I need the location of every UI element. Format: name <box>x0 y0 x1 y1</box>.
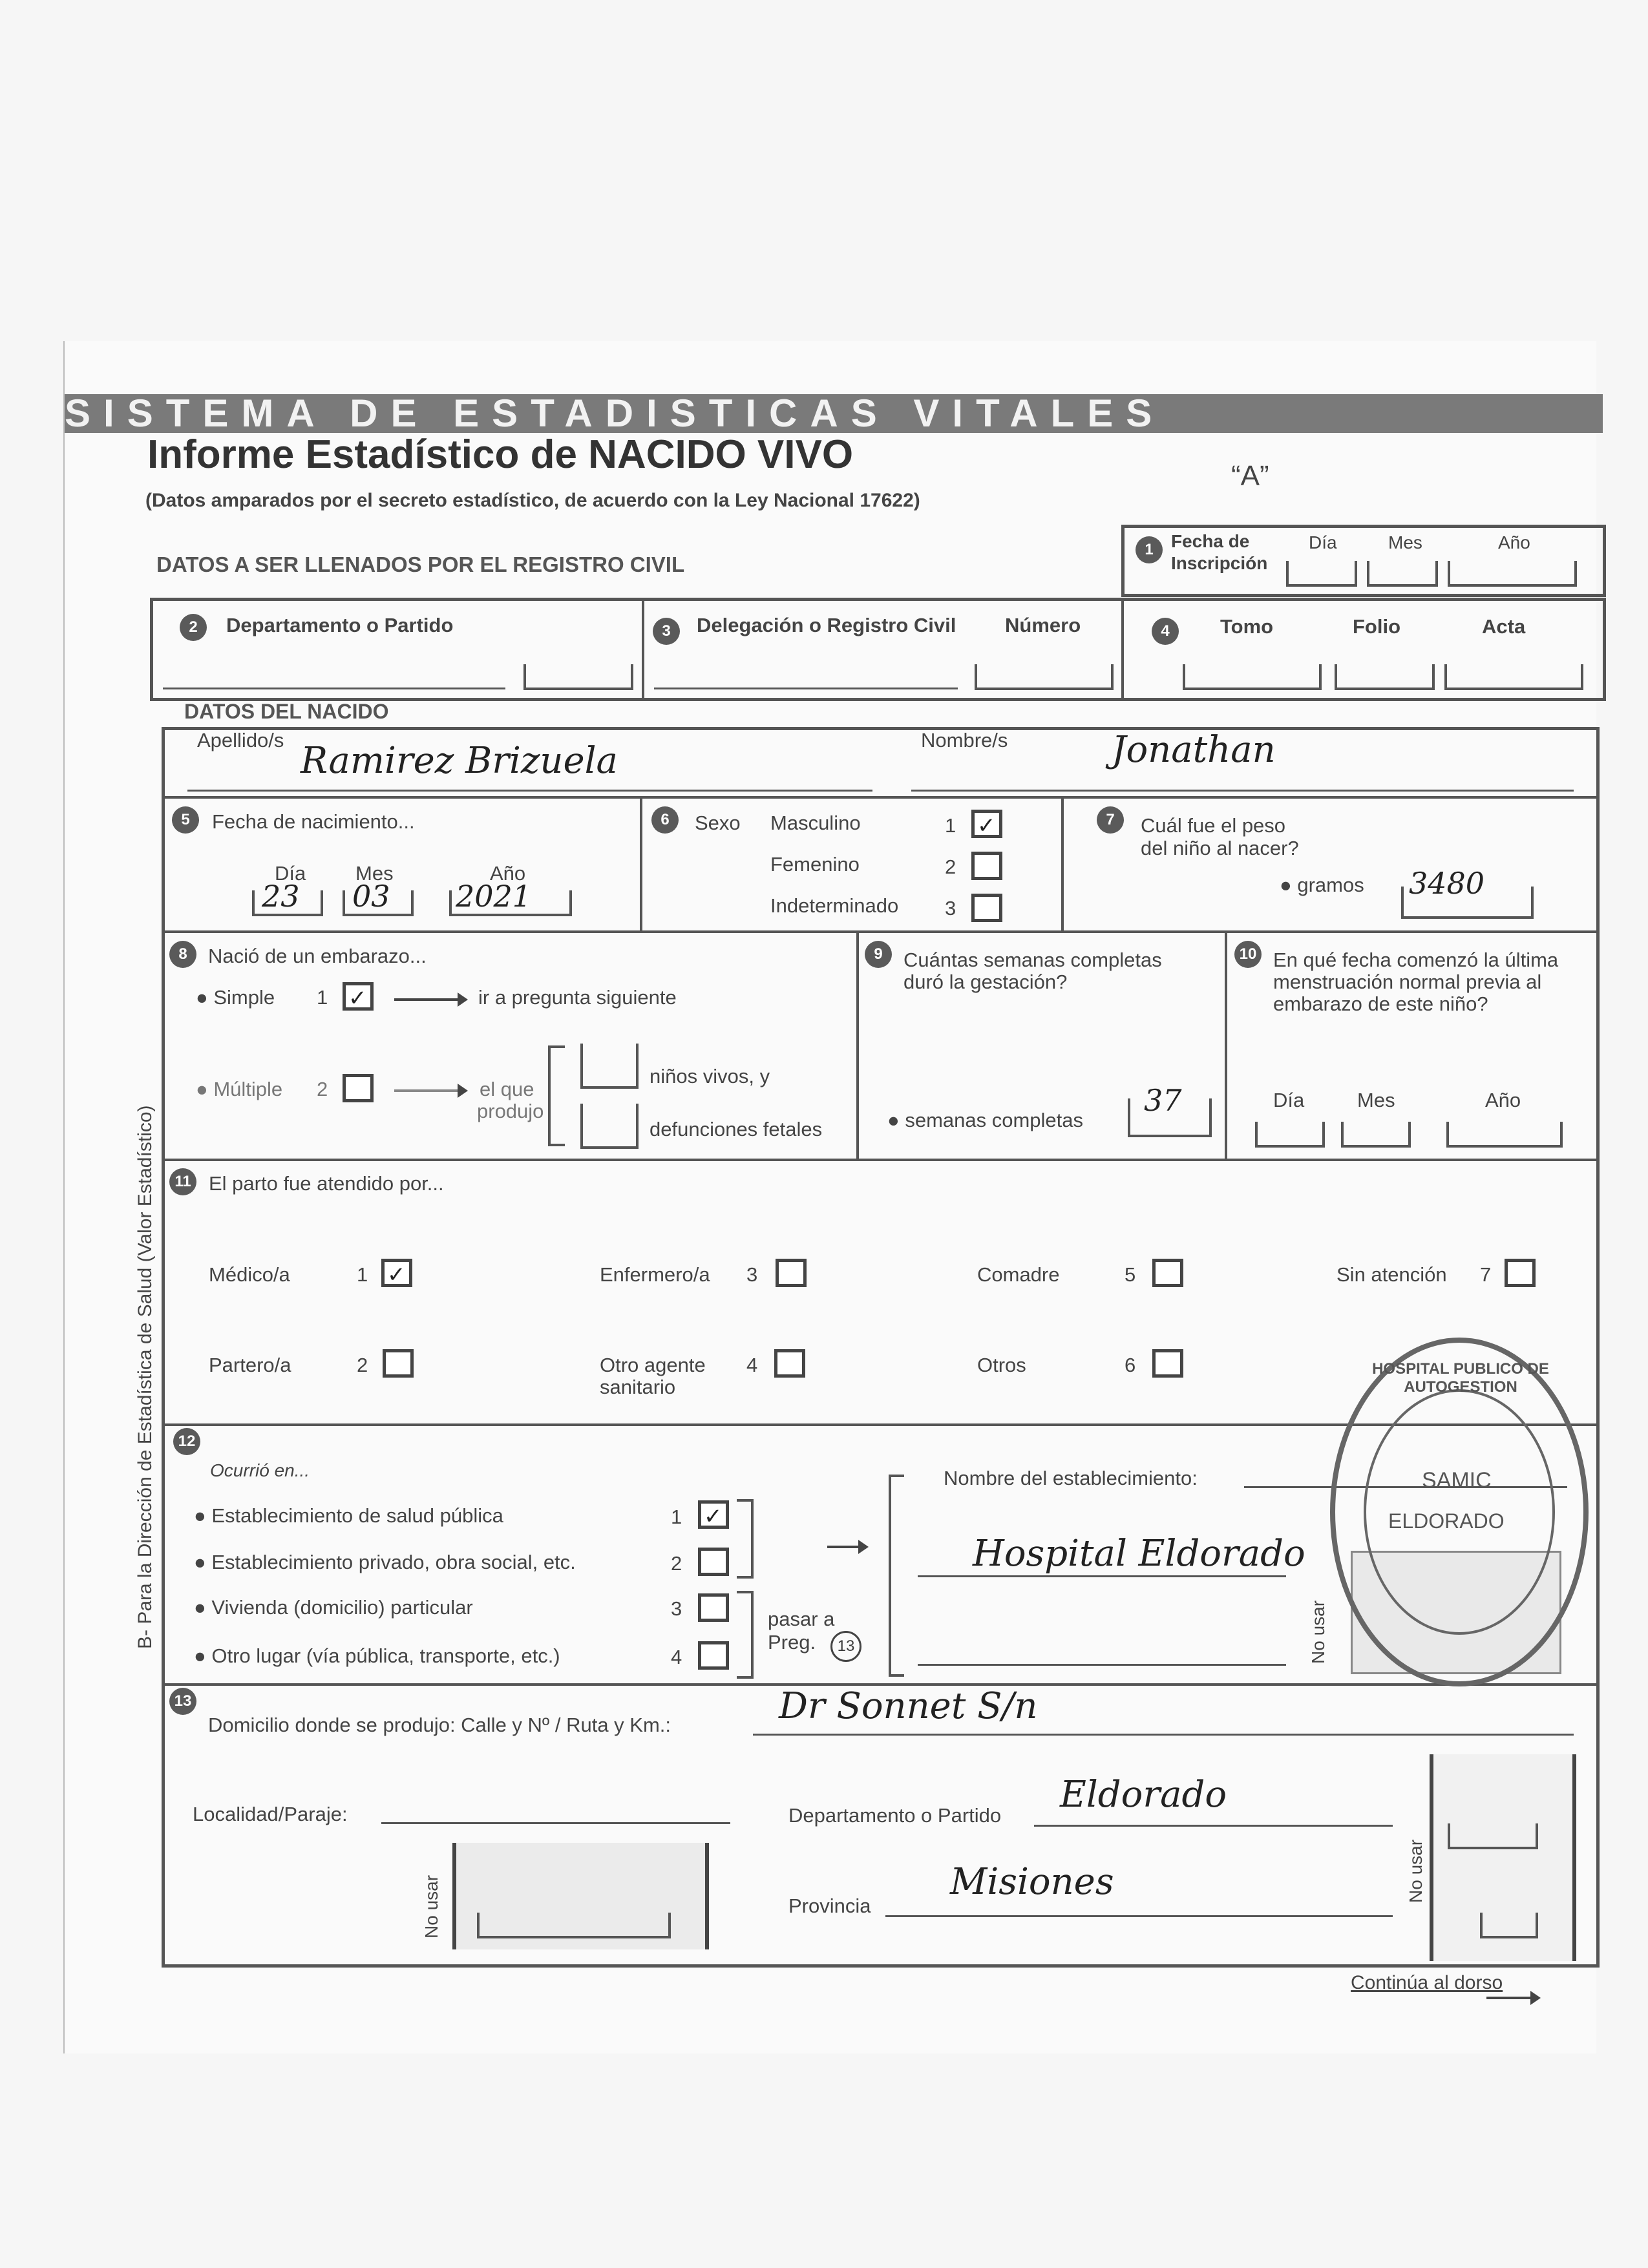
weeks-value: 37 <box>1144 1083 1182 1118</box>
children-alive-field[interactable] <box>580 1044 639 1089</box>
q10-label-2: menstruación normal previa al <box>1273 971 1542 993</box>
q11-otros: Otros <box>977 1354 1026 1376</box>
q11-code-3: 3 <box>746 1263 758 1286</box>
q9-label-1: Cuántas semanas completas <box>903 949 1162 971</box>
check-mark-icon: ✓ <box>348 986 367 1011</box>
q11-comadre: Comadre <box>977 1263 1060 1286</box>
q1-mes: Mes <box>1388 532 1422 552</box>
q9-semanas: ● semanas completas <box>887 1109 1084 1131</box>
q8-code-1: 1 <box>317 986 328 1009</box>
q11-label: El parto fue atendido por... <box>209 1172 444 1195</box>
q8-label: Nació de un embarazo... <box>208 945 427 967</box>
q6-indeterminado: Indeterminado <box>770 894 899 917</box>
provincia-label: Provincia <box>788 1895 871 1917</box>
birth-day-value: 23 <box>262 879 300 914</box>
q12-code-2: 2 <box>671 1552 682 1575</box>
lmp-month-field[interactable] <box>1341 1122 1411 1148</box>
q12-pasar-1: pasar a <box>768 1608 835 1630</box>
arrow-right-icon <box>827 1546 860 1548</box>
form-variant: “A” <box>1231 460 1269 492</box>
enfermero-checkbox[interactable] <box>776 1259 807 1287</box>
medico-checkbox[interactable] <box>381 1259 412 1287</box>
sex-indeterminado-checkbox[interactable] <box>971 894 1002 922</box>
q5-number: 5 <box>172 806 199 834</box>
q4-number: 4 <box>1152 618 1179 645</box>
q4-folio-field[interactable] <box>1335 664 1435 690</box>
q5-mes: Mes <box>355 862 394 885</box>
q2-label: Departamento o Partido <box>226 614 454 636</box>
stamp-center-2: ELDORADO <box>1388 1509 1505 1533</box>
establecimiento-value[interactable]: Hospital Eldorado <box>973 1533 1305 1575</box>
q12-pasar-num: 13 <box>830 1631 861 1662</box>
q4-acta-field[interactable] <box>1444 664 1583 690</box>
q1-year-field[interactable] <box>1448 561 1577 587</box>
q10-label-3: embarazo de este niño? <box>1273 992 1488 1015</box>
q11-code-5: 5 <box>1125 1263 1136 1286</box>
q9-label-2: duró la gestación? <box>903 971 1068 993</box>
otros-checkbox[interactable] <box>1152 1349 1183 1378</box>
q5-anio: Año <box>490 862 526 885</box>
q8-code-2: 2 <box>317 1078 328 1100</box>
q3-numero: Número <box>1005 614 1081 636</box>
lmp-year-field[interactable] <box>1446 1122 1563 1148</box>
q1-dia: Día <box>1309 532 1337 552</box>
q10-number: 10 <box>1234 941 1262 968</box>
registry-note: DATOS A SER LLENADOS POR EL REGISTRO CIVIL <box>156 552 685 576</box>
domicilio-value[interactable]: Dr Sonnet S/n <box>779 1685 1038 1727</box>
q6-code-3: 3 <box>945 897 956 919</box>
q11-otro-agente-1: Otro agente <box>600 1354 706 1376</box>
q2-input-line[interactable] <box>163 688 505 689</box>
q7-gramos: ● gramos <box>1280 874 1364 896</box>
q1-month-field[interactable] <box>1367 561 1438 587</box>
q5-dia: Día <box>275 862 306 885</box>
q10-anio: Año <box>1485 1089 1521 1111</box>
q12-option-3: ● Vivienda (domicilio) particular <box>194 1596 473 1619</box>
q8-simple: ● Simple <box>196 986 275 1009</box>
nacido-section-title: DATOS DEL NACIDO <box>184 700 389 723</box>
q4-tomo-field[interactable] <box>1183 664 1322 690</box>
localidad-input[interactable] <box>381 1822 730 1824</box>
comadre-checkbox[interactable] <box>1152 1259 1183 1287</box>
multiple-checkbox[interactable] <box>343 1074 374 1102</box>
reserved-code-field <box>1448 1823 1538 1849</box>
q8-siguiente: ir a pregunta siguiente <box>478 986 677 1009</box>
q11-medico: Médico/a <box>209 1263 290 1286</box>
continua-al-dorso[interactable]: Continúa al dorso <box>1351 1972 1503 1993</box>
q1-day-field[interactable] <box>1286 561 1357 587</box>
form-title: Informe Estadístico de NACIDO VIVO <box>147 432 854 477</box>
q5-label: Fecha de nacimiento... <box>212 810 415 833</box>
q4-folio: Folio <box>1353 615 1401 638</box>
establecimiento-label: Nombre del establecimiento: <box>944 1467 1198 1489</box>
nombres-value[interactable]: Jonathan <box>1112 729 1276 771</box>
q11-code-6: 6 <box>1125 1354 1136 1376</box>
bracket <box>889 1475 904 1677</box>
q3-number-field[interactable] <box>975 664 1114 690</box>
check-mark-icon: ✓ <box>387 1263 406 1287</box>
q3-label: Delegación o Registro Civil <box>697 614 956 636</box>
q6-code-2: 2 <box>945 856 956 878</box>
arrow-right-icon <box>394 998 459 1001</box>
fetal-deaths-field[interactable] <box>580 1104 639 1149</box>
q11-code-2: 2 <box>357 1354 368 1376</box>
side-text: B- Para la Dirección de Estadística de Salud (Valor Estadístico) <box>134 1105 156 1649</box>
q11-code-7: 7 <box>1480 1263 1492 1286</box>
q11-number: 11 <box>169 1168 196 1195</box>
q11-code-1: 1 <box>357 1263 368 1286</box>
no-usar-label: No usar <box>1308 1600 1328 1664</box>
reserved-code-field <box>1480 1913 1538 1938</box>
q8-produjo: produjo <box>477 1100 544 1122</box>
departamento-value[interactable]: Eldorado <box>1060 1774 1227 1816</box>
sin-atencion-checkbox[interactable] <box>1505 1259 1536 1287</box>
nombres-label: Nombre/s <box>921 729 1008 751</box>
provincia-value[interactable]: Misiones <box>950 1861 1114 1903</box>
q9-number: 9 <box>865 941 892 968</box>
q6-code-1: 1 <box>945 814 956 837</box>
q12-code-1: 1 <box>671 1506 682 1528</box>
form-subtitle: (Datos amparados por el secreto estadístico, de acuerdo con la Ley Nacional 17622) <box>145 490 920 511</box>
vivienda-checkbox[interactable] <box>698 1593 729 1622</box>
bracket <box>737 1591 754 1679</box>
privado-checkbox[interactable] <box>698 1548 729 1576</box>
q10-dia: Día <box>1273 1089 1305 1111</box>
q12-option-1: ● Establecimiento de salud pública <box>194 1504 503 1527</box>
q10-label-1: En qué fecha comenzó la última <box>1273 949 1559 971</box>
stamp-ring: HOSPITAL PUBLICO DE AUTOGESTION <box>1372 1360 1549 1396</box>
sex-masculino-checkbox[interactable] <box>971 810 1002 838</box>
check-mark-icon: ✓ <box>704 1504 723 1529</box>
arrow-right-icon <box>1486 1997 1532 1999</box>
q6-number: 6 <box>651 806 679 834</box>
q6-sexo: Sexo <box>695 812 741 834</box>
banner: SISTEMA DE ESTADISTICAS VITALES <box>65 394 1603 433</box>
q6-masculino: Masculino <box>770 812 861 834</box>
q4-acta: Acta <box>1482 615 1526 638</box>
no-usar-label: No usar <box>1406 1839 1426 1903</box>
q12-option-4: ● Otro lugar (vía pública, transporte, etc.) <box>194 1644 560 1667</box>
q8-number: 8 <box>169 941 196 968</box>
q3-number: 3 <box>653 618 680 645</box>
q8-multiple: ● Múltiple <box>196 1078 283 1100</box>
domicilio-label: Domicilio donde se produjo: Calle y Nº / Ruta y Km.: <box>208 1714 671 1736</box>
q7-label-1: Cuál fue el peso <box>1141 814 1286 837</box>
lmp-day-field[interactable] <box>1255 1122 1325 1148</box>
apellidos-value[interactable]: Ramirez Brizuela <box>301 740 618 782</box>
stamp-center-1: SAMIC <box>1422 1468 1492 1493</box>
q1-label-2: Inscripción <box>1171 553 1268 573</box>
publico-checkbox[interactable] <box>698 1500 729 1529</box>
q8-el-que: el que <box>480 1078 534 1100</box>
q11-sin: Sin atención <box>1336 1263 1447 1286</box>
q12-option-2: ● Establecimiento privado, obra social, etc. <box>194 1551 576 1573</box>
q8-fetales: defunciones fetales <box>650 1118 823 1140</box>
localidad-label: Localidad/Paraje: <box>193 1803 348 1825</box>
arrow-right-icon <box>394 1089 459 1092</box>
departamento-label: Departamento o Partido <box>788 1804 1002 1827</box>
q7-number: 7 <box>1097 806 1124 834</box>
q1-anio: Año <box>1498 532 1530 552</box>
bracket <box>737 1499 754 1579</box>
q7-label-2: del niño al nacer? <box>1141 837 1299 859</box>
q13-number: 13 <box>169 1688 196 1715</box>
q1-label-1: Fecha de <box>1171 531 1250 551</box>
q8-vivos: niños vivos, y <box>650 1065 770 1087</box>
partero-checkbox[interactable] <box>383 1349 414 1378</box>
weight-value: 3480 <box>1409 866 1485 901</box>
q6-femenino: Femenino <box>770 853 860 876</box>
q11-enfermero: Enfermero/a <box>600 1263 710 1286</box>
otro-lugar-checkbox[interactable] <box>698 1641 729 1670</box>
check-mark-icon: ✓ <box>977 814 996 838</box>
q12-pasar-2: Preg. <box>768 1631 816 1654</box>
q10-mes: Mes <box>1357 1089 1395 1111</box>
q2-code-field[interactable] <box>523 664 633 690</box>
q12-ocurrio: Ocurrió en... <box>210 1460 310 1480</box>
q3-input-line[interactable] <box>654 688 958 689</box>
q11-partero: Partero/a <box>209 1354 291 1376</box>
q11-otro-agente-2: sanitario <box>600 1376 676 1398</box>
q12-code-3: 3 <box>671 1597 682 1620</box>
reserved-code-field <box>477 1913 671 1938</box>
birth-year-value: 2021 <box>456 879 532 914</box>
q2-number: 2 <box>180 614 207 641</box>
apellidos-label: Apellido/s <box>197 729 284 751</box>
no-usar-label: No usar <box>421 1874 441 1938</box>
q1-number: 1 <box>1136 536 1163 563</box>
bracket <box>548 1045 565 1146</box>
otro-agente-checkbox[interactable] <box>774 1349 805 1378</box>
q12-number: 12 <box>173 1428 200 1455</box>
sex-femenino-checkbox[interactable] <box>971 852 1002 880</box>
simple-checkbox[interactable] <box>343 982 374 1011</box>
birth-month-value: 03 <box>352 879 390 914</box>
q11-code-4: 4 <box>746 1354 758 1376</box>
q12-code-4: 4 <box>671 1646 682 1668</box>
q4-tomo: Tomo <box>1220 615 1274 638</box>
